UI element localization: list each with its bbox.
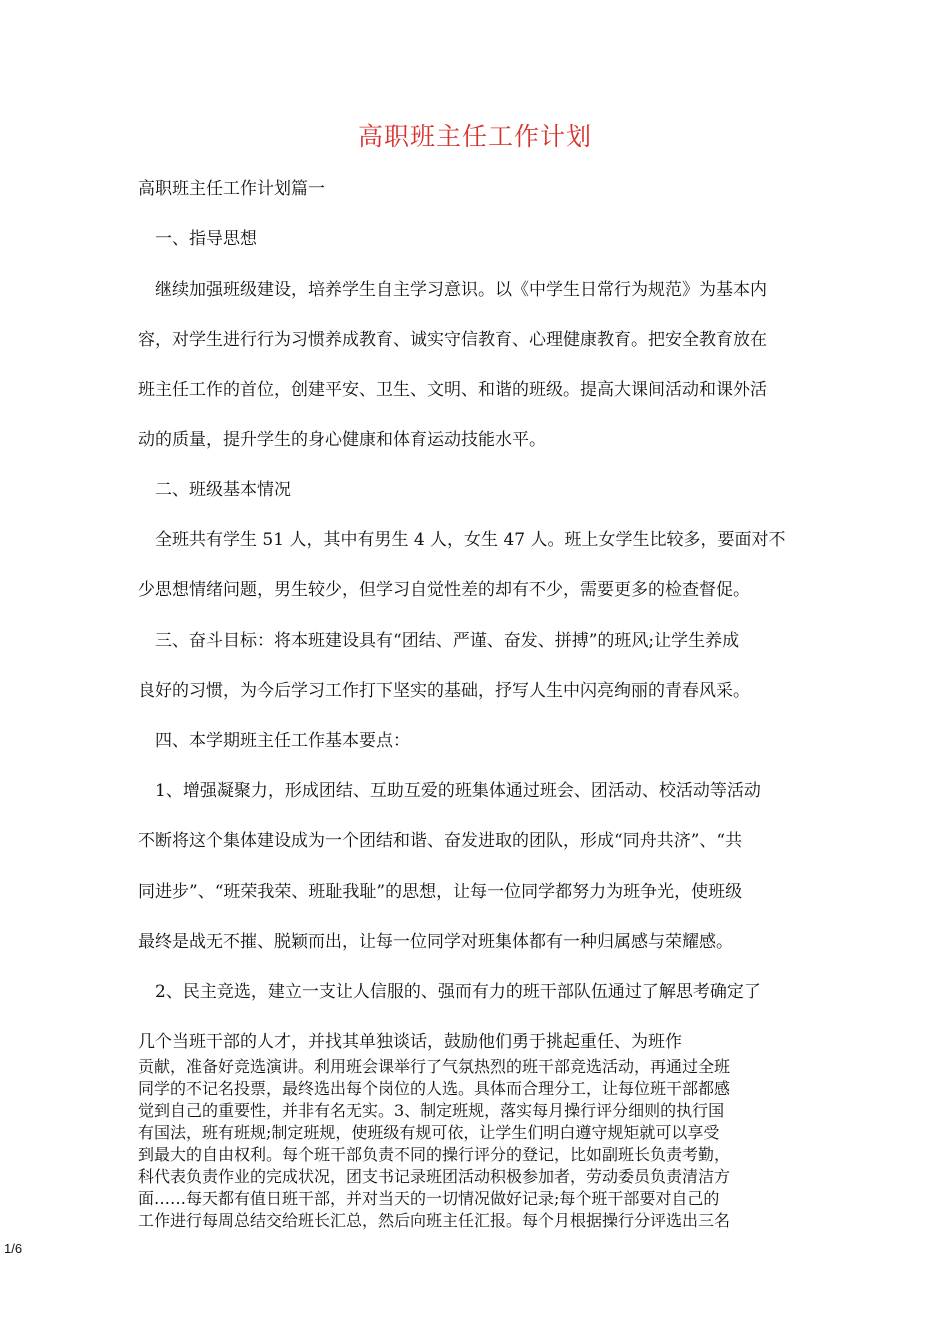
paragraph-line: 几个当班干部的人才，并找其单独谈话，鼓励他们勇于挑起重任、为班作 [138, 1032, 682, 1052]
paragraph-line: 容，对学生进行行为习惯养成教育、诚实守信教育、心理健康教育。把安全教育放在 [138, 330, 767, 350]
paragraph-line: 同进步”、“班荣我荣、班耻我耻”的思想，让每一位同学都努力为班争光，使班级 [138, 882, 743, 902]
paragraph-line: 不断将这个集体建设成为一个团结和谐、奋发进取的团队，形成“同舟共济”、“共 [138, 831, 743, 851]
paragraph-line: 贡献，准备好竞选演讲。利用班会课举行了气氛热烈的班干部竞选活动，再通过全班 [138, 1057, 731, 1076]
paragraph-line: 面……每天都有值日班干部，并对当天的一切情况做好记录;每个班干部要对自己的 [138, 1189, 720, 1208]
paragraph-line: 到最大的自由权利。每个班干部负责不同的操行评分的登记，比如副班长负责考勤， [138, 1145, 731, 1164]
page-number: 1/6 [4, 1241, 23, 1256]
paragraph-line: 继续加强班级建设，培养学生自主学习意识。以《中学生日常行为规范》为基本内 [138, 280, 767, 300]
paragraph-line: 三、奋斗目标：将本班建设具有“团结、严谨、奋发、拼搏”的班风;让学生养成 [138, 631, 740, 651]
document-title: 高职班主任工作计划 [357, 122, 592, 151]
paragraph-line: 同学的不记名投票，最终选出每个岗位的人选。具体而合理分工，让每位班干部都感 [138, 1079, 731, 1098]
paragraph-line: 工作进行每周总结交给班长汇总，然后向班主任汇报。每个月根据操行分评选出三名 [138, 1211, 731, 1230]
section-heading: 二、班级基本情况 [138, 480, 291, 500]
paragraph-line: 科代表负责作业的完成状况，团支书记录班团活动积极参加者，劳动委员负责清洁方 [138, 1167, 731, 1186]
paragraph-line: 全班共有学生 51 人，其中有男生 4 人，女生 47 人。班上女学生比较多，要面对不 [138, 530, 786, 550]
paragraph-line: 1、增强凝聚力，形成团结、互助互爱的班集体通过班会、团活动、校活动等活动 [138, 781, 761, 801]
paragraph-line: 少思想情绪问题，男生较少，但学习自觉性差的却有不少，需要更多的检查督促。 [138, 580, 750, 600]
paragraph-line: 2、民主竞选，建立一支让人信服的、强而有力的班干部队伍通过了解思考确定了 [138, 982, 761, 1002]
paragraph-line: 动的质量，提升学生的身心健康和体育运动技能水平。 [138, 430, 546, 450]
paragraph-line: 最终是战无不摧、脱颖而出，让每一位同学对班集体都有一种归属感与荣耀感。 [138, 932, 733, 952]
paragraph-line: 良好的习惯，为今后学习工作打下坚实的基础，抒写人生中闪亮绚丽的青春风采。 [138, 681, 750, 701]
section-heading: 一、指导思想 [138, 229, 257, 249]
paragraph-line: 班主任工作的首位，创建平安、卫生、文明、和谐的班级。提高大课间活动和课外活 [138, 380, 767, 400]
document-subtitle: 高职班主任工作计划篇一 [138, 179, 325, 199]
paragraph-line: 有国法，班有班规;制定班规，使班级有规可依，让学生们明白遵守规矩就可以享受 [138, 1123, 720, 1142]
section-heading: 四、本学期班主任工作基本要点： [138, 731, 410, 751]
paragraph-line: 觉到自己的重要性，并非有名无实。3、制定班规，落实每月操行评分细则的执行国 [138, 1101, 725, 1120]
